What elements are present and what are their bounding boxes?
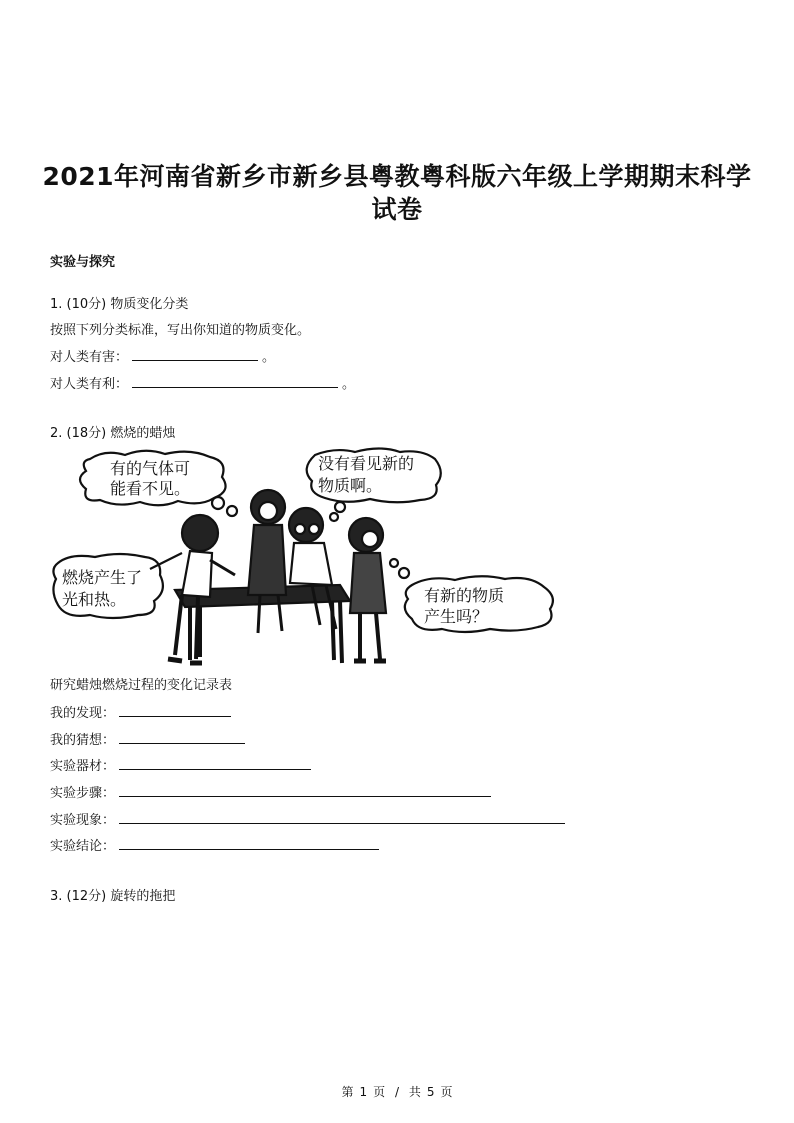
question-1-line-harmful (50, 348, 275, 367)
record-row-label: 我的猜想： (50, 733, 116, 748)
record-row-finding (50, 704, 235, 723)
record-row-label: 我的发现： (50, 706, 116, 721)
footer-page-number: 1 (359, 1085, 368, 1099)
record-row-label: 实验器材： (50, 759, 116, 774)
bubble-1-text-line-2: 能看不见。 (110, 479, 191, 498)
bubble-1-text-line-1: 有的气体可 (110, 459, 191, 478)
question-2-header (50, 425, 175, 443)
question-3-header (50, 888, 175, 906)
beneficial-label: 对人类有利： (50, 377, 129, 392)
harmful-answer-blank[interactable] (132, 348, 258, 361)
footer-total-prefix: 共 (408, 1085, 421, 1099)
footer-prefix: 第 (341, 1085, 354, 1099)
question-1-number: 1. (50, 297, 63, 312)
harmful-label: 对人类有害： (50, 350, 129, 365)
harmful-end-mark: 。 (262, 350, 276, 365)
question-1-header (50, 296, 188, 314)
finding-answer-blank[interactable] (119, 704, 231, 717)
equipment-answer-blank[interactable] (119, 757, 311, 770)
question-3-score: (12分) (66, 889, 107, 904)
record-row-phenomenon (50, 811, 569, 830)
record-row-steps (50, 784, 495, 803)
record-row-label: 实验现象： (50, 813, 116, 828)
question-2-score: (18分) (66, 426, 107, 441)
question-1-topic: 物质变化分类 (110, 297, 189, 312)
footer-total-pages: 5 (426, 1085, 435, 1099)
illustration-svg (50, 445, 562, 670)
phenomenon-answer-blank[interactable] (119, 811, 565, 824)
bubble-3-text-line-2: 光和热。 (62, 590, 127, 609)
record-row-conclusion (50, 837, 383, 856)
bubble-2-text-line-2: 物质啊。 (318, 476, 383, 495)
candle-discussion-illustration (50, 445, 562, 670)
question-2-number: 2. (50, 426, 63, 441)
guess-answer-blank[interactable] (119, 731, 245, 744)
bubble-3-text-line-1: 燃烧产生了 (62, 568, 143, 587)
question-3-topic: 旋转的拖把 (110, 889, 176, 904)
bubble-4-text-line-2: 产生吗？ (424, 607, 489, 626)
child-figure-4 (349, 518, 386, 661)
footer-separator: / (394, 1085, 400, 1099)
child-figure-3 (289, 508, 336, 629)
page-footer (0, 1083, 794, 1100)
question-1-line-beneficial (50, 375, 355, 394)
question-1-instruction: 按照下列分类标准，写出你知道的物质变化。 (50, 323, 311, 338)
question-2-topic: 燃烧的蜡烛 (110, 426, 176, 441)
bubble-2-text-line-1: 没有看见新的 (318, 454, 415, 473)
beneficial-answer-blank[interactable] (132, 375, 338, 388)
beneficial-end-mark: 。 (342, 377, 356, 392)
record-row-label: 实验结论： (50, 839, 116, 854)
record-row-guess (50, 731, 249, 750)
conclusion-answer-blank[interactable] (119, 837, 379, 850)
section-heading: 实验与探究 (50, 255, 116, 270)
steps-answer-blank[interactable] (119, 784, 491, 797)
question-3-number: 3. (50, 889, 63, 904)
footer-total-unit: 页 (440, 1085, 453, 1099)
record-table-title: 研究蜡烛燃烧过程的变化记录表 (50, 678, 233, 693)
question-1-score: (10分) (66, 297, 107, 312)
footer-page-unit: 页 (373, 1085, 386, 1099)
record-row-equipment (50, 757, 315, 776)
bubble-4-text-line-1: 有新的物质 (424, 586, 505, 605)
child-figure-2 (248, 490, 286, 633)
page-title: 2021年河南省新乡市新乡县粤教粤科版六年级上学期期末科学试卷 (42, 162, 752, 224)
record-row-label: 实验步骤： (50, 786, 116, 801)
